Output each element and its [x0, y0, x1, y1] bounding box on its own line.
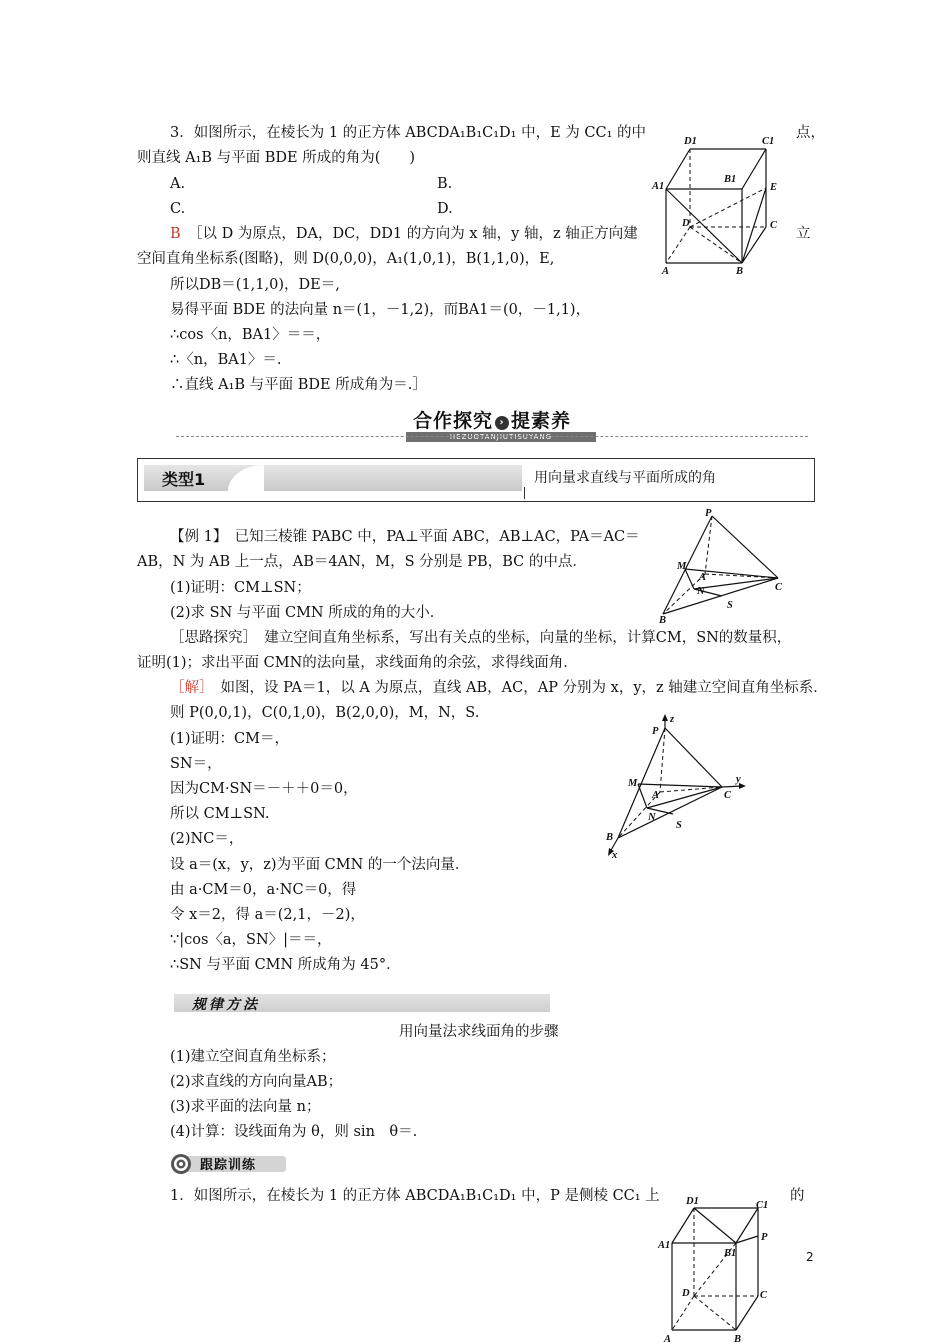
q3-stem-line1: 3．如图所示，在棱长为 1 的正方体 ABCDA₁B₁C₁D₁ 中，E 为 CC₁ 的中: [170, 125, 647, 141]
tet2-label-y: y: [736, 774, 741, 785]
cube2-label-d1: D1: [686, 1196, 699, 1207]
tet1-label-s: S: [727, 600, 733, 611]
tet2-label-x: x: [612, 850, 618, 861]
cube2-label-b1: B1: [724, 1248, 737, 1259]
tet2-label-p: P: [652, 726, 659, 737]
cube1-label-b1: B1: [724, 174, 737, 185]
solution-line6: 所以 CM⊥SN.: [170, 806, 270, 822]
tet1-label-b: B: [659, 615, 667, 626]
solution-line4: SN＝，: [170, 756, 222, 772]
cube1-label-d1: D1: [684, 136, 697, 147]
banner-title: [404, 408, 580, 434]
solution-line7: (2)NC＝，: [170, 831, 244, 847]
q3-option-d: D.: [437, 201, 453, 217]
cube2-label-p: P: [761, 1232, 768, 1243]
tet2-label-c: C: [724, 790, 732, 801]
rule-step4: (4)计算：设线面角为 θ，则 sin θ＝.: [170, 1124, 418, 1140]
type-title: 用向量求直线与平面所成的角: [534, 470, 716, 486]
q3-option-a: A.: [170, 176, 186, 192]
banner-subtitle: HEZUOTANJIUTISUYANG: [406, 432, 596, 442]
track-q1-line1-end: 的: [790, 1188, 805, 1204]
q3-solution-line1-end: 立: [796, 226, 811, 242]
thinking-line2: 证明(1)；求出平面 CMN的法向量，求线面角的余弦，求得线面角．: [137, 655, 578, 671]
q3-option-b: B.: [437, 176, 453, 192]
solution-line2: 则 P(0,0,1)，C(0,1,0)，B(2,0,0)，M，N，S.: [170, 705, 480, 721]
rule-step3: (3)求平面的法向量 n；: [170, 1099, 321, 1115]
solution-line11: ∵|cos〈a，SN〉|＝＝，: [170, 932, 332, 948]
tet1-label-n: N: [697, 586, 705, 597]
cube2-label-a: A: [664, 1334, 672, 1344]
solution-line5: 因为CM·SN＝－＋＋0＝0，: [170, 781, 358, 797]
type-tab: [144, 465, 522, 491]
cube2-label-b: B: [734, 1334, 742, 1344]
page-number: 2: [806, 1250, 814, 1264]
cube2-label-c1: C1: [756, 1200, 769, 1211]
tet1-label-m: M: [677, 561, 687, 572]
solution-line3: (1)证明：CM＝，: [170, 731, 289, 747]
q3-answer-letter: B: [170, 226, 181, 242]
track-training-label: 跟踪训练: [200, 1158, 257, 1173]
banner-title-part1: 合作探究: [412, 410, 493, 432]
rule-step2: (2)求直线的方向向量AB；: [170, 1074, 343, 1090]
solution-line9: 由 a·CM＝0，a·NC＝0，得: [170, 882, 357, 898]
cube1-label-c: C: [770, 220, 778, 231]
q3-solution-line4: 易得平面 BDE 的法向量 n＝(1，－1,2)，而BA1＝(0，－1,1)，: [170, 302, 591, 318]
tet2-label-n: N: [648, 812, 656, 823]
solution-line1: 如图，设 PA＝1，以 A 为原点，直线 AB，AC，AP 分别为 x，y，z 轴建立空间直角坐标系．: [206, 680, 828, 696]
q3-solution-line3: 所以DB＝(1,1,0)，DE＝,: [170, 277, 340, 293]
tet2-label-m: M: [628, 778, 638, 789]
cube-figure-track: [652, 1192, 782, 1344]
tet2-label-s: S: [676, 820, 682, 831]
cube1-label-e: E: [770, 182, 778, 193]
cube1-label-d: D: [682, 218, 690, 229]
q3-stem-line1-end: 点，: [796, 125, 825, 141]
type-header-box: [137, 458, 815, 502]
rule-title: 用向量法求线面角的步骤: [399, 1024, 559, 1040]
q3-solution-line7: ∴直线 A₁B 与平面 BDE 所成角为＝.］: [170, 377, 427, 393]
rule-method-bar: [174, 994, 550, 1012]
solution-tag: ［解］: [170, 680, 214, 696]
q3-solution-line1: ［以 D 为原点，DA，DC，DD1 的方向为 x 轴，y 轴，z 轴正方向建: [188, 226, 638, 242]
example1-part2: (2)求 SN 与平面 CMN 所成的角的大小．: [170, 605, 445, 621]
type-tab-curve: [228, 465, 264, 491]
example1-line1: 【例 1】 已知三棱锥 PABC 中，PA⊥平面 ABC，AB⊥AC，PA＝AC＝: [170, 529, 640, 545]
rule-step1: (1)建立空间直角坐标系；: [170, 1049, 336, 1065]
tet1-label-p: P: [705, 508, 712, 519]
section-banner: [176, 406, 808, 444]
tetrahedron-figure: [655, 506, 795, 626]
cube2-label-c: C: [760, 1290, 768, 1301]
banner-divider: [176, 436, 808, 437]
track-training-tag: [170, 1153, 286, 1175]
example1-part1: (1)证明：CM⊥SN；: [170, 580, 311, 596]
tet1-label-a: A: [699, 572, 707, 583]
cube1-label-c1: C1: [762, 136, 775, 147]
q3-solution-line2: 空间直角坐标系(图略)，则 D(0,0,0)，A₁(1,0,1)，B(1,1,0)，E,: [137, 251, 555, 267]
cube2-label-d: D: [682, 1288, 690, 1299]
q3-option-c: C.: [170, 201, 186, 217]
tet1-label-c: C: [775, 582, 783, 593]
track-q1-line1: 1．如图所示，在棱长为 1 的正方体 ABCDA₁B₁C₁D₁ 中，P 是侧棱 CC₁ 上: [170, 1188, 660, 1204]
type-divider: [524, 487, 525, 499]
cube1-label-b: B: [736, 266, 744, 277]
tet2-label-a: A: [652, 790, 660, 801]
tet2-label-z: z: [670, 714, 675, 725]
solution-line8: 设 a＝(x，y，z)为平面 CMN 的一个法向量．: [170, 857, 470, 873]
type-label: 类型1: [162, 470, 206, 489]
cube1-label-a: A: [662, 266, 670, 277]
banner-title-part2: 提素养: [511, 410, 572, 432]
cube2-label-a1: A1: [658, 1240, 671, 1251]
q3-stem-line2: 则直线 A₁B 与平面 BDE 所成的角为( ): [137, 150, 416, 166]
rule-method-label: 规律方法: [192, 997, 260, 1013]
cube1-label-a1: A1: [652, 181, 665, 192]
solution-line10: 令 x＝2，得 a＝(2,1，－2)，: [170, 907, 365, 923]
banner-arrow-icon: ›: [495, 416, 509, 430]
thinking-line1: ［思路探究］ 建立空间直角坐标系，写出有关点的坐标，向量的坐标，计算CM，SN的数量积，: [170, 630, 792, 646]
q3-solution-line6: ∴〈n，BA1〉＝.: [170, 352, 282, 368]
tet2-label-b: B: [606, 832, 614, 843]
tetrahedron-axes-figure: [600, 712, 760, 862]
example1-line2: AB，N 为 AB 上一点，AB＝4AN，M，S 分别是 PB，BC 的中点．: [137, 554, 587, 570]
target-icon: [170, 1153, 194, 1175]
cube-figure-q3: [648, 132, 798, 277]
q3-solution-line5: ∴cos〈n，BA1〉＝＝，: [170, 327, 331, 343]
solution-line12: ∴SN 与平面 CMN 所成角为 45°．: [170, 957, 401, 973]
